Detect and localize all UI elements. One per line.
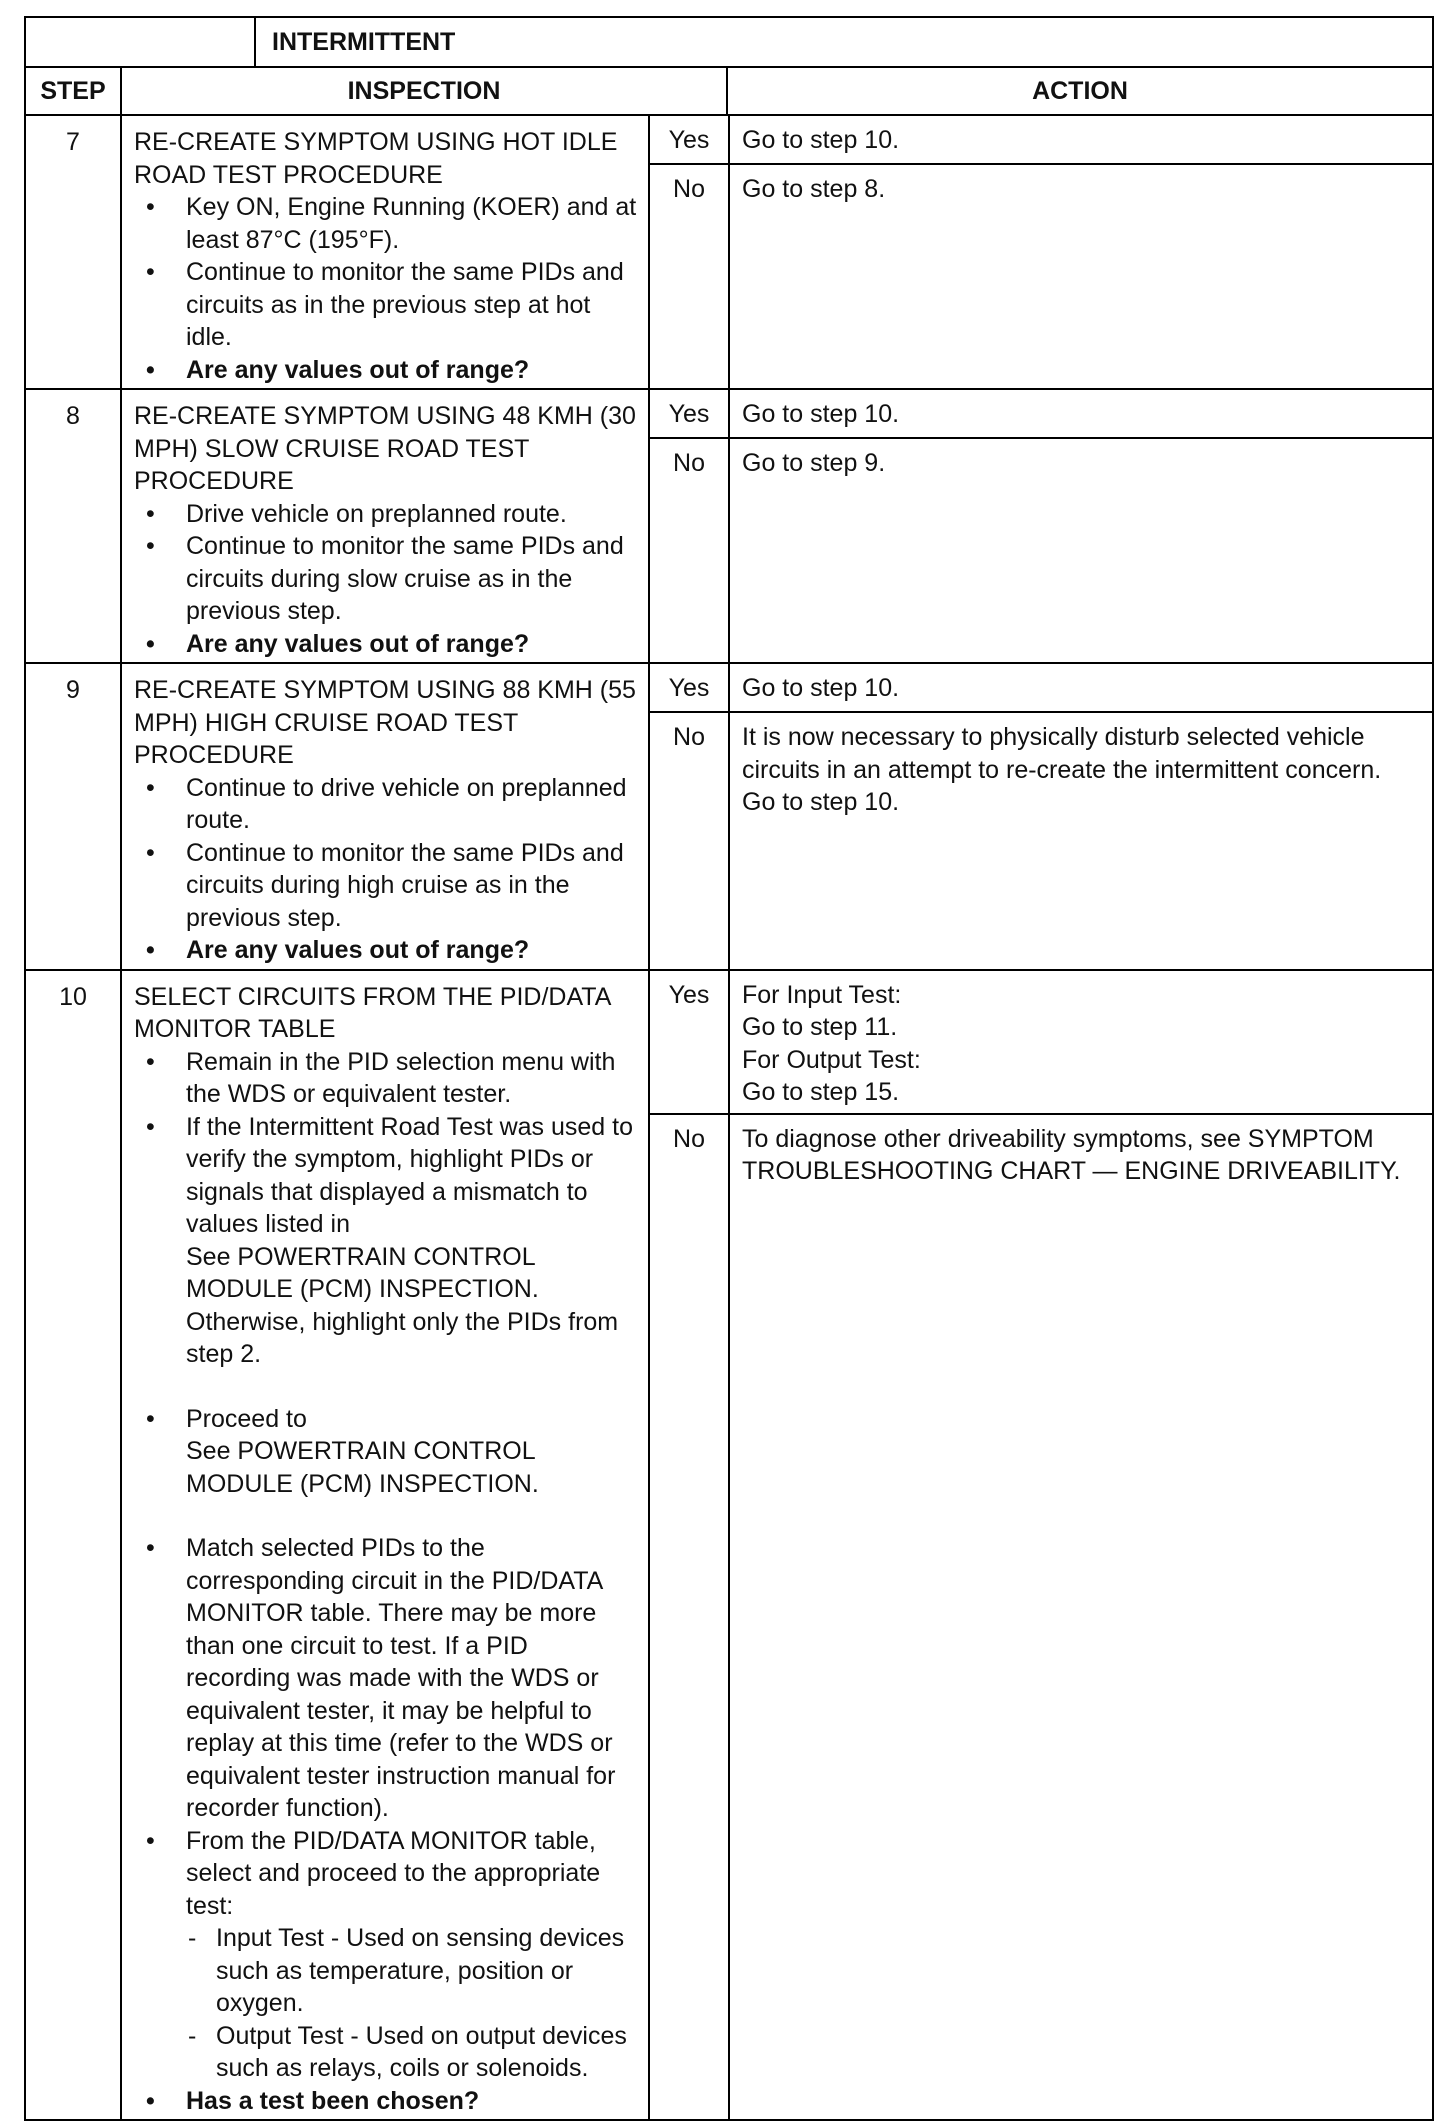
- question: • Are any values out of range?: [134, 934, 638, 967]
- list-item: • Continue to drive vehicle on preplanned route.: [134, 772, 638, 837]
- inspection-list: [134, 498, 638, 661]
- yes-row: [650, 390, 1432, 438]
- step-number: 7: [25, 115, 121, 389]
- table-title: INTERMITTENT: [255, 17, 1433, 67]
- inspection-list: [134, 1046, 638, 2118]
- steps-table: [24, 114, 1434, 2121]
- no-row: [650, 1114, 1432, 2120]
- sub-item: - Output Test - Used on output devices such as relays, coils or solenoids.: [186, 2020, 638, 2085]
- title-blank-cell: [25, 17, 255, 67]
- no-action: [729, 1114, 1432, 2120]
- step-row-7: [25, 115, 1433, 389]
- action-line: Go to step 10.: [742, 674, 900, 702]
- answer-cell: [649, 970, 1433, 2121]
- inspection-cell: [121, 389, 649, 663]
- list-item: [134, 1111, 638, 1403]
- yes-row: [650, 971, 1432, 1114]
- question: • Are any values out of range?: [134, 628, 638, 661]
- step-number: 9: [25, 663, 121, 970]
- step-row-8: [25, 389, 1433, 663]
- step-number: 8: [25, 389, 121, 663]
- no-action: [729, 712, 1432, 969]
- yes-row: [650, 664, 1432, 712]
- inspection-cell: [121, 115, 649, 389]
- action-line: Go to step 10.: [742, 400, 900, 428]
- action-line: For Input Test:: [742, 980, 902, 1009]
- yes-label: Yes: [650, 390, 729, 438]
- inspection-heading: RE-CREATE SYMPTOM USING 88 KMH (55 MPH) HIGH CRUISE ROAD TEST PROCEDURE: [134, 676, 636, 769]
- list-item-text: • If the Intermittent Road Test was used to verify the symptom, highlight PIDs or signals that displayed a mismatch to values listed in: [186, 1112, 633, 1238]
- no-label: No: [650, 712, 729, 969]
- list-item: • Continue to monitor the same PIDs and circuits during high cruise as in the previous step.: [134, 837, 638, 935]
- step-number: 10: [25, 970, 121, 2121]
- action-line: To diagnose other driveability symptoms, see SYMPTOM TROUBLESHOOTING CHART — ENGINE DRIVEABILITY.: [742, 1124, 1401, 1185]
- see-reference: See POWERTRAIN CONTROL MODULE (PCM) INSPECTION.: [186, 1242, 539, 1303]
- sub-item: - Input Test - Used on sensing devices such as temperature, position or oxygen.: [186, 1922, 638, 2020]
- yes-label: Yes: [650, 116, 729, 164]
- step-header: STEP: [25, 67, 121, 115]
- inspection-list: [134, 191, 638, 386]
- action-line: For Output Test:: [742, 1045, 921, 1074]
- list-item-text: • From the PID/DATA MONITOR table, select and proceed to the appropriate test:: [186, 1826, 601, 1920]
- yes-label: Yes: [650, 971, 729, 1114]
- yes-row: [650, 116, 1432, 164]
- action-line: Go to step 11.: [742, 1013, 898, 1041]
- action-line: Go to step 15.: [742, 1078, 900, 1106]
- answer-table: [650, 664, 1432, 969]
- answer-table: [650, 390, 1432, 662]
- yes-action: [729, 971, 1432, 1114]
- list-item: • Match selected PIDs to the corresponding circuit in the PID/DATA MONITOR table. There may be more than one circuit to test. If a PID recording was made with the WDS or equivalent tester, it may be helpful to replay at this time (refer to the WDS or equivalent tester instruction manual for recorder function).: [134, 1532, 638, 1825]
- list-item: • Continue to monitor the same PIDs and circuits as in the previous step at hot idle.: [134, 256, 638, 354]
- answer-table: [650, 971, 1432, 2120]
- no-row: [650, 712, 1432, 969]
- yes-action: [729, 390, 1432, 438]
- inspection-cell: [121, 970, 649, 2121]
- table-body: [24, 114, 1432, 2115]
- no-row: [650, 164, 1432, 388]
- no-label: No: [650, 164, 729, 388]
- list-item: • Remain in the PID selection menu with the WDS or equivalent tester.: [134, 1046, 638, 1111]
- yes-action: [729, 664, 1432, 712]
- question: • Has a test been chosen?: [134, 2085, 638, 2118]
- list-item-text: • Proceed to: [186, 1404, 307, 1433]
- action-line: Go to step 10.: [742, 126, 900, 154]
- answer-cell: [649, 389, 1433, 663]
- no-label: No: [650, 438, 729, 662]
- no-action: [729, 164, 1432, 388]
- yes-action: [729, 116, 1432, 164]
- yes-label: Yes: [650, 664, 729, 712]
- intermittent-table: [24, 16, 1434, 116]
- inspection-heading: RE-CREATE SYMPTOM USING HOT IDLE ROAD TEST PROCEDURE: [134, 128, 618, 189]
- header-row: [25, 67, 1433, 115]
- list-item: • Continue to monitor the same PIDs and circuits during slow cruise as in the previous step.: [134, 530, 638, 628]
- no-action: [729, 438, 1432, 662]
- action-line: Go to step 9.: [742, 449, 886, 477]
- no-label: No: [650, 1114, 729, 2120]
- action-header: ACTION: [727, 67, 1433, 115]
- action-line: Go to step 8.: [742, 175, 886, 203]
- answer-table: [650, 116, 1432, 388]
- question: • Are any values out of range?: [134, 354, 638, 387]
- inspection-header: INSPECTION: [121, 67, 727, 115]
- inspection-heading: RE-CREATE SYMPTOM USING 48 KMH (30 MPH) SLOW CRUISE ROAD TEST PROCEDURE: [134, 402, 636, 495]
- step-row-9: [25, 663, 1433, 970]
- title-row: [25, 17, 1433, 67]
- list-item: • Drive vehicle on preplanned route.: [134, 498, 638, 531]
- inspection-heading: SELECT CIRCUITS FROM THE PID/DATA MONITOR TABLE: [134, 982, 610, 1043]
- list-item-text: Otherwise, highlight only the PIDs from step 2.: [186, 1307, 619, 1368]
- list-item: • Key ON, Engine Running (KOER) and at least 87°C (195°F).: [134, 191, 638, 256]
- answer-cell: [649, 115, 1433, 389]
- action-line: It is now necessary to physically disturb selected vehicle circuits in an attempt to re-create the intermittent concern.: [742, 723, 1382, 784]
- inspection-list: [134, 772, 638, 967]
- step-row-10: [25, 970, 1433, 2121]
- no-row: [650, 438, 1432, 662]
- list-item: [134, 1403, 638, 1533]
- answer-cell: [649, 663, 1433, 970]
- see-reference: See POWERTRAIN CONTROL MODULE (PCM) INSPECTION.: [186, 1437, 539, 1498]
- list-item: [134, 1825, 638, 2085]
- action-line: Go to step 10.: [742, 788, 900, 816]
- inspection-cell: [121, 663, 649, 970]
